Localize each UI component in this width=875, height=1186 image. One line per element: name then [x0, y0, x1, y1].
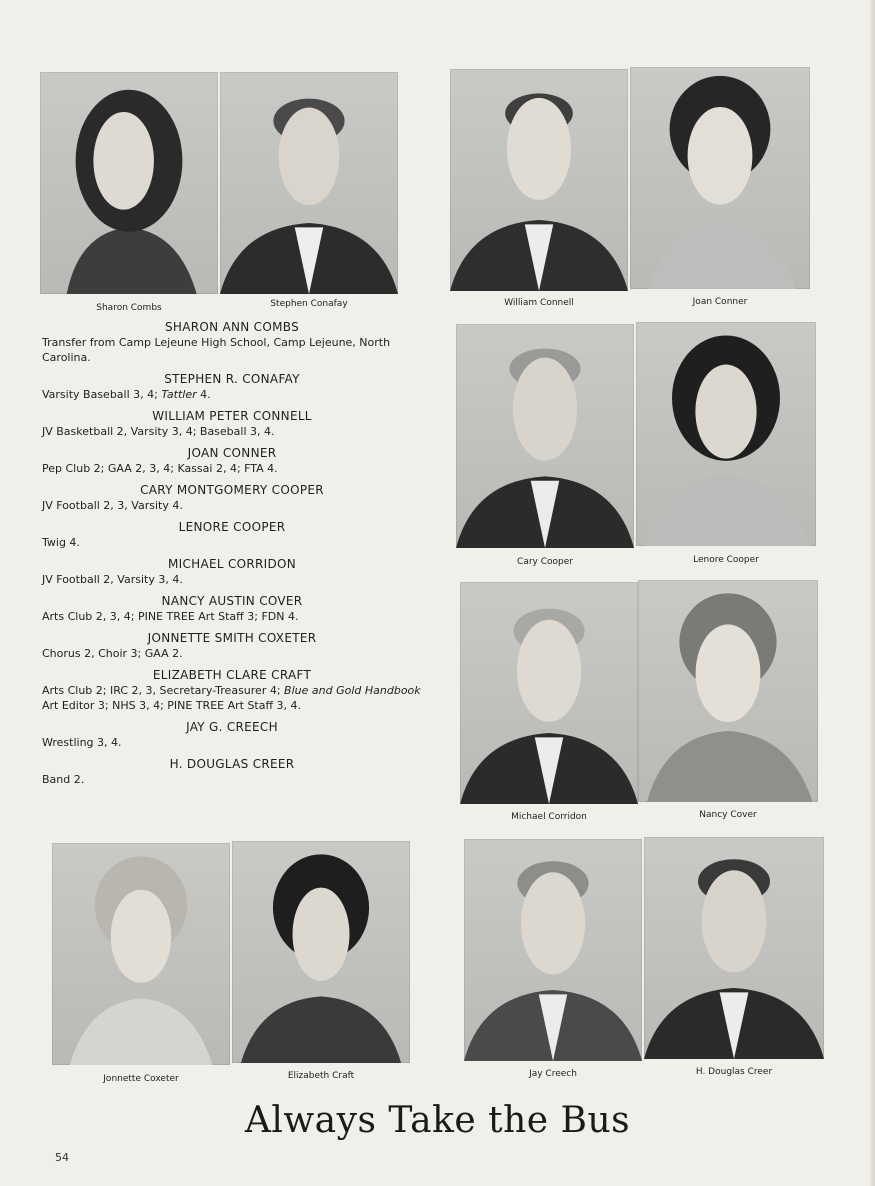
bio-activities: Pep Club 2; GAA 2, 3, 4; Kassai 2, 4; FTA 4. [42, 462, 278, 475]
portrait-elizabeth-craft [232, 841, 410, 1063]
bio-cary-cooper [42, 483, 422, 513]
bio-h-douglas-creer [42, 757, 422, 787]
bio-name: NANCY AUSTIN COVER [161, 594, 303, 608]
caption-jonnette-coxeter: Jonnette Coxeter [103, 1074, 179, 1084]
bio-activities-part: 4. [196, 388, 211, 401]
bio-activities-part: Varsity Baseball 3, 4; [42, 388, 162, 401]
bio-activities: Transfer from Camp Lejeune High School, Camp Lejeune, North Carolina. [42, 336, 391, 364]
publication-name: Blue and Gold Handbook [284, 684, 421, 697]
bio-stephen-conafay [42, 372, 422, 402]
portrait-jonnette-coxeter [52, 843, 230, 1065]
bio-sharon-combs [42, 320, 422, 365]
bio-joan-conner [42, 446, 422, 476]
bio-activities: JV Football 2, 3, Varsity 4. [42, 499, 183, 512]
bio-activities: Band 2. [42, 773, 85, 786]
bio-name: H. DOUGLAS CREER [169, 757, 295, 771]
caption-nancy-cover: Nancy Cover [699, 810, 757, 820]
page-slogan: Always Take the Bus [244, 1100, 631, 1141]
bio-activities: Wrestling 3, 4. [42, 736, 122, 749]
bio-activities: Twig 4. [42, 536, 80, 549]
portrait-lenore-cooper [636, 322, 816, 546]
bio-jay-creech [42, 720, 422, 750]
bio-name: JOAN CONNER [187, 446, 277, 460]
bio-name: MICHAEL CORRIDON [167, 557, 297, 571]
portrait-michael-corridon [460, 582, 638, 804]
caption-joan-conner: Joan Conner [692, 297, 748, 307]
bio-activities: Arts Club 2, 3, 4; PINE TREE Art Staff 3; FDN 4. [42, 610, 299, 623]
bio-activities: Chorus 2, Choir 3; GAA 2. [42, 647, 183, 660]
bio-jonnette-coxeter [42, 631, 422, 661]
portrait-h-douglas-creer [644, 837, 824, 1059]
portrait-nancy-cover [638, 580, 818, 802]
bio-activities: JV Football 2, Varsity 3, 4. [42, 573, 183, 586]
bio-activities [42, 683, 422, 713]
senior-biographies [42, 320, 422, 794]
caption-cary-cooper: Cary Cooper [517, 557, 573, 567]
bio-activities-part: Art Editor 3; NHS 3, 4; PINE TREE Art Staff 3, 4. [42, 699, 302, 712]
bio-william-connell [42, 409, 422, 439]
bio-name: SHARON ANN COMBS [164, 320, 300, 334]
caption-lenore-cooper: Lenore Cooper [693, 555, 759, 565]
portrait-william-connell [450, 69, 628, 291]
caption-h-douglas-creer: H. Douglas Creer [695, 1067, 773, 1077]
caption-elizabeth-craft: Elizabeth Craft [287, 1071, 355, 1081]
bio-michael-corridon [42, 557, 422, 587]
page-edge [870, 0, 875, 1186]
bio-nancy-cover [42, 594, 422, 624]
bio-name: ELIZABETH CLARE CRAFT [152, 668, 312, 682]
portrait-joan-conner [630, 67, 810, 289]
caption-william-connell: William Connell [504, 298, 574, 308]
bio-activities [42, 387, 422, 402]
portrait-stephen-conafay [220, 72, 398, 294]
caption-sharon-combs: Sharon Combs [96, 303, 162, 313]
bio-elizabeth-craft [42, 668, 422, 713]
bio-name: JAY G. CREECH [186, 720, 278, 734]
bio-name: WILLIAM PETER CONNELL [152, 409, 312, 423]
publication-name: Tattler [161, 388, 197, 401]
portrait-cary-cooper [456, 324, 634, 548]
caption-stephen-conafay: Stephen Conafay [270, 299, 348, 309]
bio-activities: JV Basketball 2, Varsity 3, 4; Baseball 3, 4. [42, 425, 275, 438]
bio-name: STEPHEN R. CONAFAY [164, 372, 300, 386]
bio-lenore-cooper [42, 520, 422, 550]
portrait-sharon-combs [40, 72, 218, 294]
page-number: 54 [55, 1151, 69, 1164]
bio-name: CARY MONTGOMERY COOPER [140, 483, 324, 497]
bio-name: LENORE COOPER [178, 520, 286, 534]
caption-jay-creech: Jay Creech [529, 1069, 577, 1079]
bio-activities-part: Arts Club 2; IRC 2, 3, Secretary-Treasurer 4; [42, 684, 285, 697]
portrait-jay-creech [464, 839, 642, 1061]
bio-name: JONNETTE SMITH COXETER [147, 631, 317, 645]
caption-michael-corridon: Michael Corridon [511, 812, 587, 822]
